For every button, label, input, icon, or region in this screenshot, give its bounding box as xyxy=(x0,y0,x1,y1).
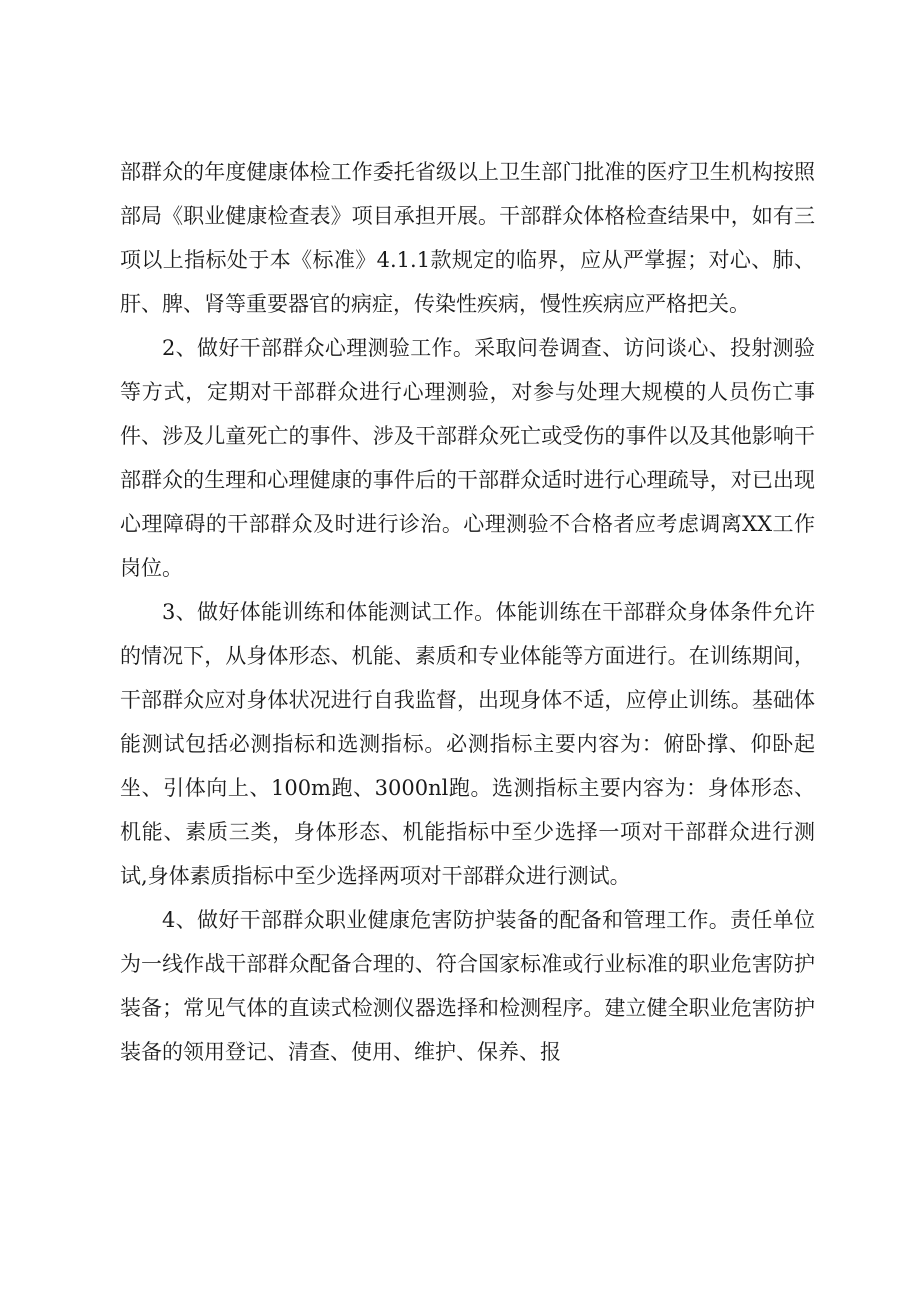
paragraph-health-exam: 部群众的年度健康体检工作委托省级以上卫生部门批准的医疗卫生机构按照部局《职业健康检查表》项目承担开展。干部群众体格检查结果中，如有三项以上指标处于本《标准》4.1.1款规定的临界，应从严掌握；对心、肺、肝、脾、肾等重要器官的病症，传染性疾病，慢性疾病应严格把关。 xyxy=(120,160,815,316)
paragraph-physical-training: 3、做好体能训练和体能测试工作。体能训练在干部群众身体条件允许的情况下，从身体形态、机能、素质和专业体能等方面进行。在训练期间，干部群众应对身体状况进行自我监督，出现身体不适，应停止训练。基础体能测试包括必测指标和选测指标。必测指标主要内容为：俯卧撑、仰卧起坐、引体向上、100m跑、3000nl跑。选测指标主要内容为：身体形态、机能、素质三类，身体形态、机能指标中至少选择一项对干部群众进行测试,身体素质指标中至少选择两项对干部群众进行测试。 xyxy=(120,600,815,888)
document-page xyxy=(120,150,815,1074)
paragraph-protective-equipment: 4、做好干部群众职业健康危害防护装备的配备和管理工作。责任单位为一线作战干部群众配备合理的、符合国家标准或行业标准的职业危害防护装备；常见气体的直读式检测仪器选择和检测程序。建立健全职业危害防护装备的领用登记、清查、使用、维护、保养、报 xyxy=(120,908,815,1064)
paragraph-psych-test: 2、做好干部群众心理测验工作。采取问卷调查、访问谈心、投射测验等方式，定期对干部群众进行心理测验，对参与处理大规模的人员伤亡事件、涉及儿童死亡的事件、涉及干部群众死亡或受伤的事件以及其他影响干部群众的生理和心理健康的事件后的干部群众适时进行心理疏导，对已出现心理障碍的干部群众及时进行诊治。心理测验不合格者应考虑调离XX工作岗位。 xyxy=(120,336,815,580)
